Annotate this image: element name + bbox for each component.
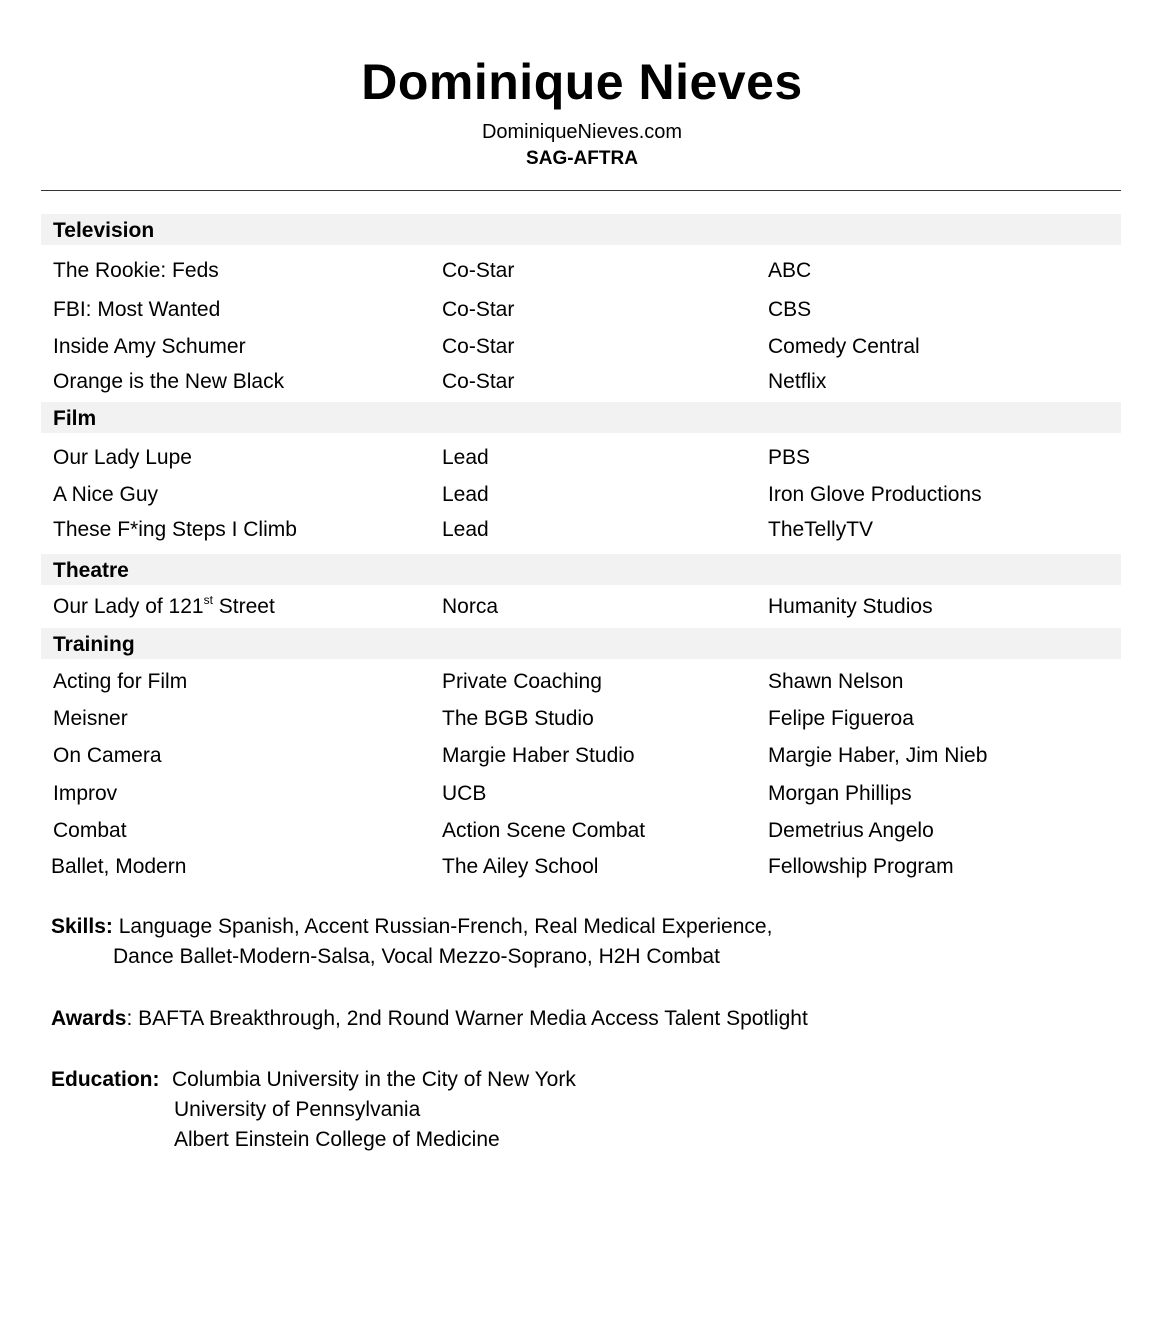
credit-network: Humanity Studios [768, 595, 933, 618]
education-label-text: Education: [51, 1068, 160, 1091]
credit-role: Co-Star [442, 298, 515, 321]
education-item: Columbia University in the City of New York [172, 1068, 576, 1091]
credit-role: Co-Star [442, 259, 515, 282]
skills-line-1 [51, 912, 772, 942]
credit-network: Comedy Central [768, 335, 920, 358]
credit-row [0, 295, 1164, 325]
training-subject: Combat [53, 819, 127, 842]
training-subject: Improv [53, 782, 118, 805]
training-row [0, 667, 1164, 697]
training-teacher: Felipe Figueroa [768, 707, 914, 730]
training-subject: Acting for Film [53, 670, 188, 693]
credit-row [0, 332, 1164, 362]
awards-text: : BAFTA Breakthrough, 2nd Round Warner Media Access Talent Spotlight [126, 1007, 808, 1030]
credit-role: Lead [442, 483, 489, 506]
credit-row [0, 367, 1164, 397]
credit-network: PBS [768, 446, 811, 469]
training-row [0, 852, 1164, 882]
credit-title: A Nice Guy [53, 483, 159, 506]
training-teacher: Fellowship Program [768, 855, 954, 878]
credit-title-rest: Street [212, 595, 275, 618]
training-subject: Ballet, Modern [51, 855, 187, 878]
training-subject: On Camera [53, 744, 162, 767]
credit-role: Lead [442, 446, 489, 469]
credit-row [0, 256, 1164, 286]
header-divider [41, 190, 1121, 191]
credit-network: ABC [768, 259, 812, 282]
training-row [0, 779, 1164, 809]
section-header-film [41, 402, 1121, 433]
credit-network: Netflix [768, 370, 827, 393]
training-row [0, 704, 1164, 734]
training-row [0, 816, 1164, 846]
skills-text: Language Spanish, Accent Russian-French, Real Medical Experience, [112, 915, 773, 938]
training-subject: Meisner [53, 707, 128, 730]
skills-label: Skills: [51, 915, 113, 938]
ordinal-suffix: st [203, 593, 213, 607]
credit-network: TheTellyTV [768, 518, 874, 541]
credit-title: These F*ing Steps I Climb [53, 518, 297, 541]
union-affiliation: SAG-AFTRA [526, 148, 638, 169]
credit-title: Inside Amy Schumer [53, 335, 246, 358]
credit-row [0, 480, 1164, 510]
section-title: Theatre [53, 559, 129, 582]
credit-title: The Rookie: Feds [53, 259, 219, 282]
training-teacher: Shawn Nelson [768, 670, 904, 693]
training-teacher: Morgan Phillips [768, 782, 912, 805]
credit-row [0, 515, 1164, 545]
section-title: Television [53, 219, 155, 242]
credit-title [53, 592, 275, 622]
credit-role: Lead [442, 518, 489, 541]
credit-network: Iron Glove Productions [768, 483, 982, 506]
training-school: UCB [442, 782, 487, 805]
training-teacher: Margie Haber, Jim Nieb [768, 744, 988, 767]
section-title: Training [53, 633, 135, 656]
awards-line [51, 1004, 808, 1034]
credit-title: Orange is the New Black [53, 370, 285, 393]
training-school: The BGB Studio [442, 707, 594, 730]
credit-role: Co-Star [442, 370, 515, 393]
credit-role: Norca [442, 595, 499, 618]
section-header-television [41, 214, 1121, 245]
credit-title-main: Our Lady of 121 [53, 595, 204, 618]
training-teacher: Demetrius Angelo [768, 819, 934, 842]
training-school: Action Scene Combat [442, 819, 646, 842]
education-label [51, 1065, 160, 1095]
credit-title: FBI: Most Wanted [53, 298, 221, 321]
training-row [0, 741, 1164, 771]
awards-label: Awards [51, 1007, 127, 1030]
resume-name: Dominique Nieves [361, 54, 803, 110]
training-school: Private Coaching [442, 670, 602, 693]
credit-role: Co-Star [442, 335, 515, 358]
section-title: Film [53, 407, 97, 430]
credit-row [0, 443, 1164, 473]
training-school: The Ailey School [442, 855, 599, 878]
section-header-theatre [41, 554, 1121, 585]
skills-line-2: Dance Ballet-Modern-Salsa, Vocal Mezzo-Soprano, H2H Combat [113, 945, 720, 968]
credit-title: Our Lady Lupe [53, 446, 192, 469]
website-link[interactable]: DominiqueNieves.com [481, 121, 683, 143]
credit-row [0, 592, 1164, 622]
section-header-training [41, 628, 1121, 659]
credit-network: CBS [768, 298, 812, 321]
education-item: Albert Einstein College of Medicine [174, 1128, 500, 1151]
education-item: University of Pennsylvania [174, 1098, 421, 1121]
training-school: Margie Haber Studio [442, 744, 635, 767]
